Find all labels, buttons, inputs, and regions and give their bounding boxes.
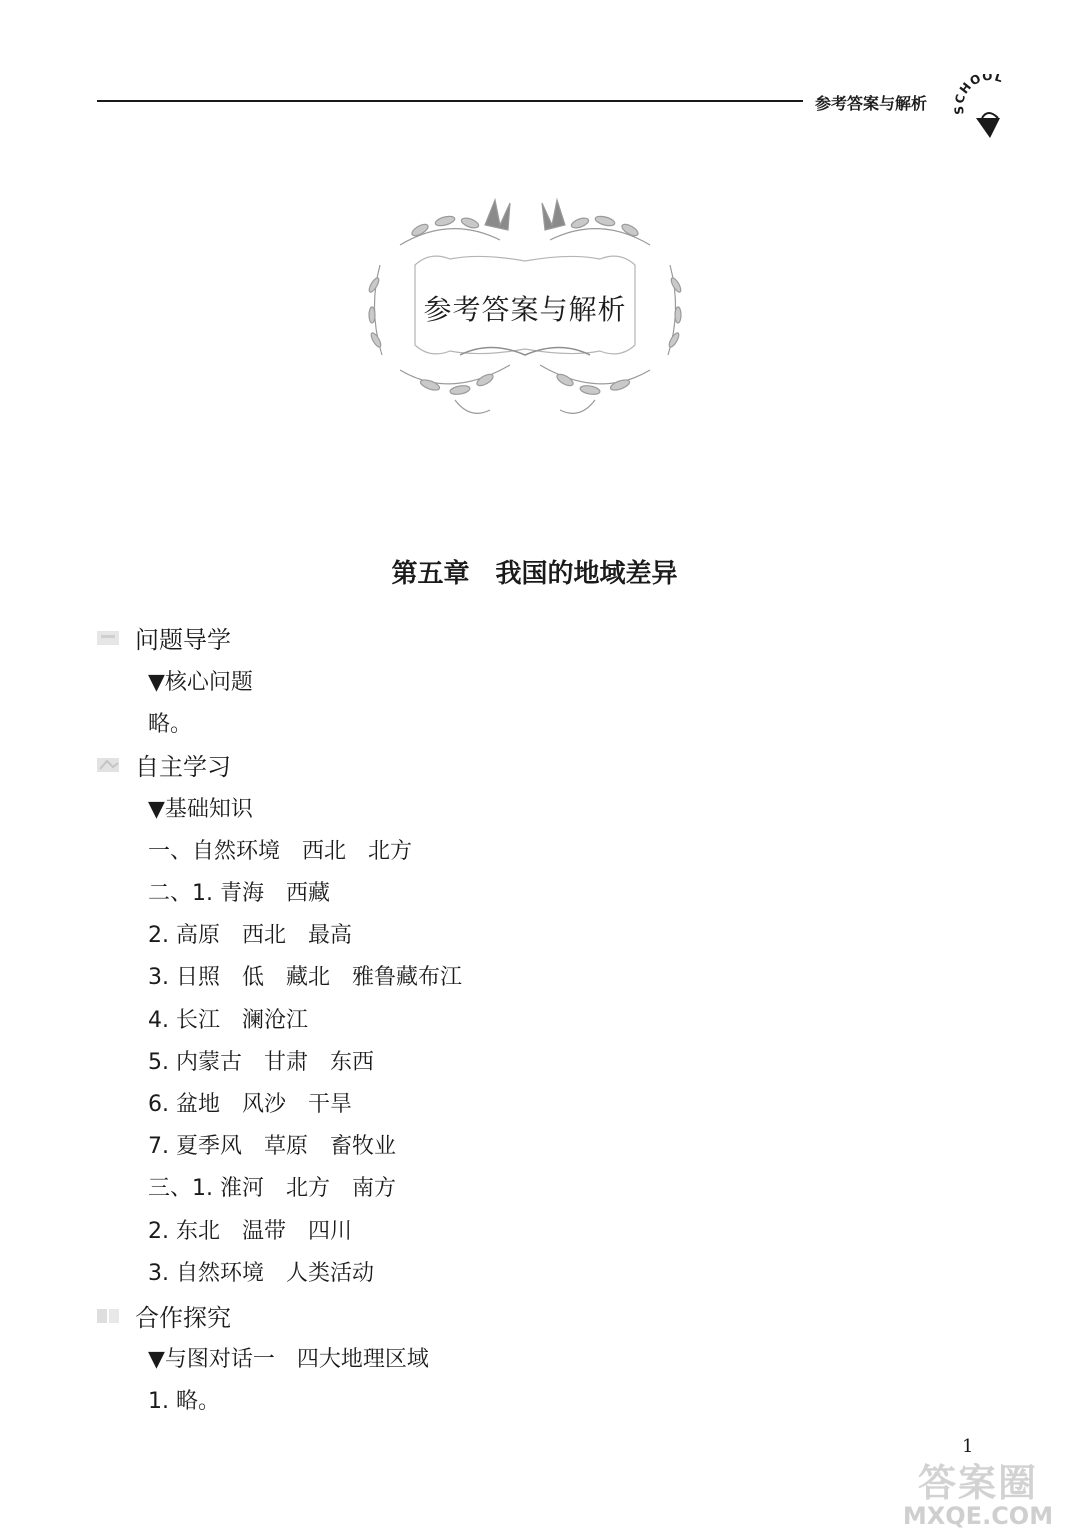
text-line: 2. 东北 温带 四川 — [148, 1219, 352, 1244]
watermark-top: 答案圈 — [917, 1461, 1038, 1505]
text-line: 一、自然环境 西北 北方 — [148, 839, 413, 864]
text-line: 3. 自然环境 人类活动 — [148, 1261, 374, 1286]
section-icon — [95, 627, 123, 649]
page-number: 1 — [962, 1436, 974, 1457]
text-line: ▼与图对话一 四大地理区域 — [148, 1347, 429, 1372]
text-line: 二、1. 青海 西藏 — [148, 881, 330, 906]
school-logo — [954, 74, 1026, 140]
school-logo-text: HOOL — [956, 74, 1006, 97]
text-line: 6. 盆地 风沙 干旱 — [148, 1092, 352, 1117]
text-line: 3. 日照 低 藏北 雅鲁藏布江 — [148, 965, 462, 990]
header-rule — [97, 100, 803, 102]
header-title: 参考答案与解析 — [815, 94, 928, 113]
section-label: 合作探究 — [135, 1304, 231, 1332]
svg-text:SCHOOL — [954, 74, 1005, 115]
text-line: ▼基础知识 — [148, 797, 253, 822]
decorative-title-frame — [360, 185, 690, 430]
section-icon — [95, 1305, 123, 1327]
text-line: 三、1. 淮河 北方 南方 — [148, 1176, 396, 1201]
text-line: 4. 长江 澜沧江 — [148, 1008, 308, 1033]
section-icon — [95, 754, 123, 776]
frame-title: 参考答案与解析 — [423, 293, 627, 326]
text-line: 略。 — [148, 712, 193, 737]
watermark-bottom: MXQE.COM — [902, 1502, 1054, 1530]
section-label: 问题导学 — [135, 626, 231, 654]
chapter-title: 第五章 我国的地域差异 — [391, 559, 678, 589]
text-line: 7. 夏季风 草原 畜牧业 — [148, 1134, 396, 1159]
text-line: 2. 高原 西北 最高 — [148, 923, 352, 948]
text-line: 1. 略。 — [148, 1389, 220, 1414]
text-line: ▼核心问题 — [148, 670, 253, 695]
text-line: 5. 内蒙古 甘肃 东西 — [148, 1050, 374, 1075]
watermark — [892, 1452, 1064, 1532]
section-label: 自主学习 — [135, 753, 231, 781]
